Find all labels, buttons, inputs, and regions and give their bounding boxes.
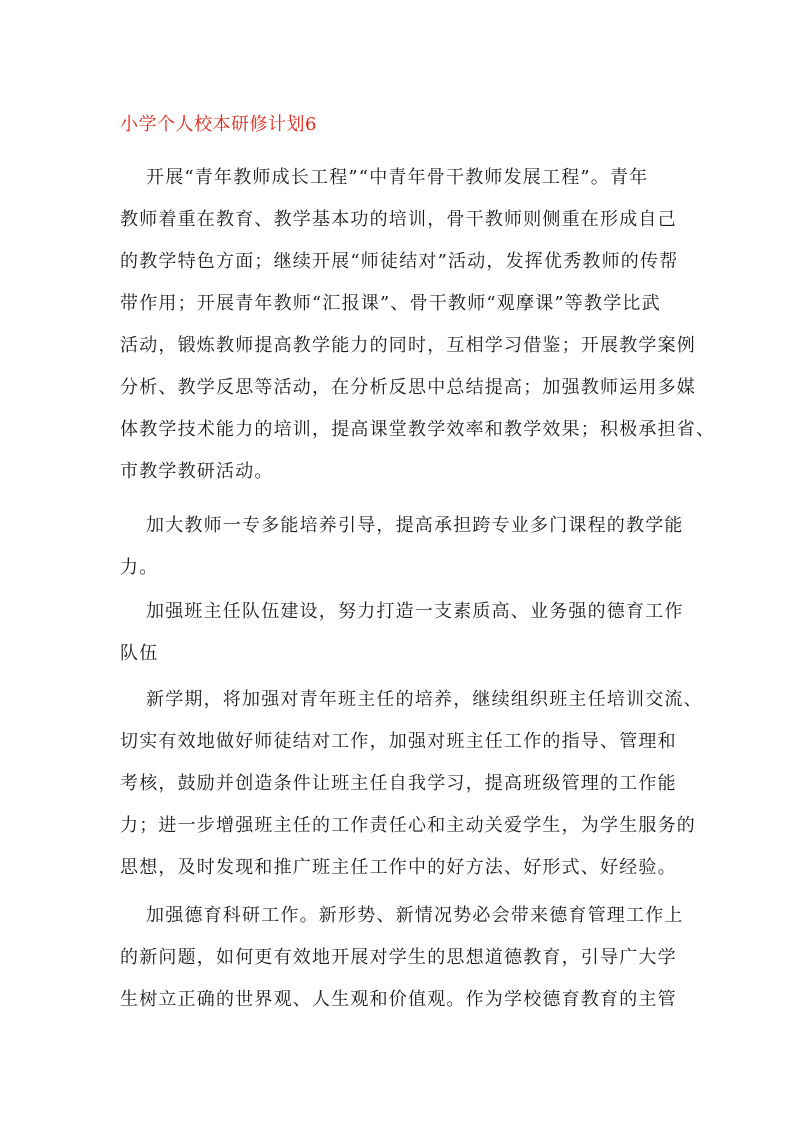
paragraph-5-line-1: 加强德育科研工作。新形势、新情况势必会带来德育管理工作上 bbox=[146, 905, 684, 926]
paragraph-5-line-2: 的新问题，如何更有效地开展对学生的思想道德教育，引导广大学 bbox=[120, 947, 677, 968]
paragraph-4-line-4: 力；进一步增强班主任的工作责任心和主动关爱学生，为学生服务的 bbox=[120, 815, 696, 836]
paragraph-4-line-2: 切实有效地做好师徒结对工作，加强对班主任工作的指导、管理和 bbox=[120, 731, 677, 752]
paragraph-1-line-7: 体教学技术能力的培训，提高课堂教学效率和教学效果；积极承担省、 bbox=[120, 419, 716, 440]
paragraph-1-line-3: 的教学特色方面；继续开展“师徒结对”活动，发挥优秀教师的传帮 bbox=[120, 251, 679, 272]
document-title: 小学个人校本研修计划6 bbox=[120, 114, 317, 135]
paragraph-4-line-3: 考核，鼓励并创造条件让班主任自我学习，提高班级管理的工作能 bbox=[120, 773, 677, 794]
paragraph-1-line-4: 带作用；开展青年教师“汇报课”、骨干教师“观摩课”等教学比武 bbox=[120, 293, 661, 314]
paragraph-1-line-8: 市教学教研活动。 bbox=[120, 461, 274, 482]
paragraph-2-line-1: 加大教师一专多能培养引导，提高承担跨专业多门课程的教学能 bbox=[146, 515, 684, 536]
paragraph-5-line-3: 生树立正确的世界观、人生观和价值观。作为学校德育教育的主管 bbox=[120, 989, 677, 1010]
paragraph-1-line-6: 分析、教学反思等活动，在分析反思中总结提高；加强教师运用多媒 bbox=[120, 377, 696, 398]
paragraph-1-line-5: 活动，锻炼教师提高教学能力的同时，互相学习借鉴；开展教学案例 bbox=[120, 335, 696, 356]
paragraph-2-line-2: 力。 bbox=[120, 557, 159, 578]
paragraph-4-line-1: 新学期，将加强对青年班主任的培养，继续组织班主任培训交流、 bbox=[146, 689, 703, 710]
paragraph-3-line-2: 队伍 bbox=[120, 643, 159, 664]
paragraph-4-line-5: 思想，及时发现和推广班主任工作中的好方法、好形式、好经验。 bbox=[120, 857, 677, 878]
paragraph-3-line-1: 加强班主任队伍建设，努力打造一支素质高、业务强的德育工作 bbox=[146, 601, 684, 622]
paragraph-1-line-2: 教师着重在教育、教学基本功的培训，骨干教师则侧重在形成自己 bbox=[120, 209, 677, 230]
paragraph-1-line-1: 开展“青年教师成长工程”“中青年骨干教师发展工程”。青年 bbox=[146, 167, 649, 188]
